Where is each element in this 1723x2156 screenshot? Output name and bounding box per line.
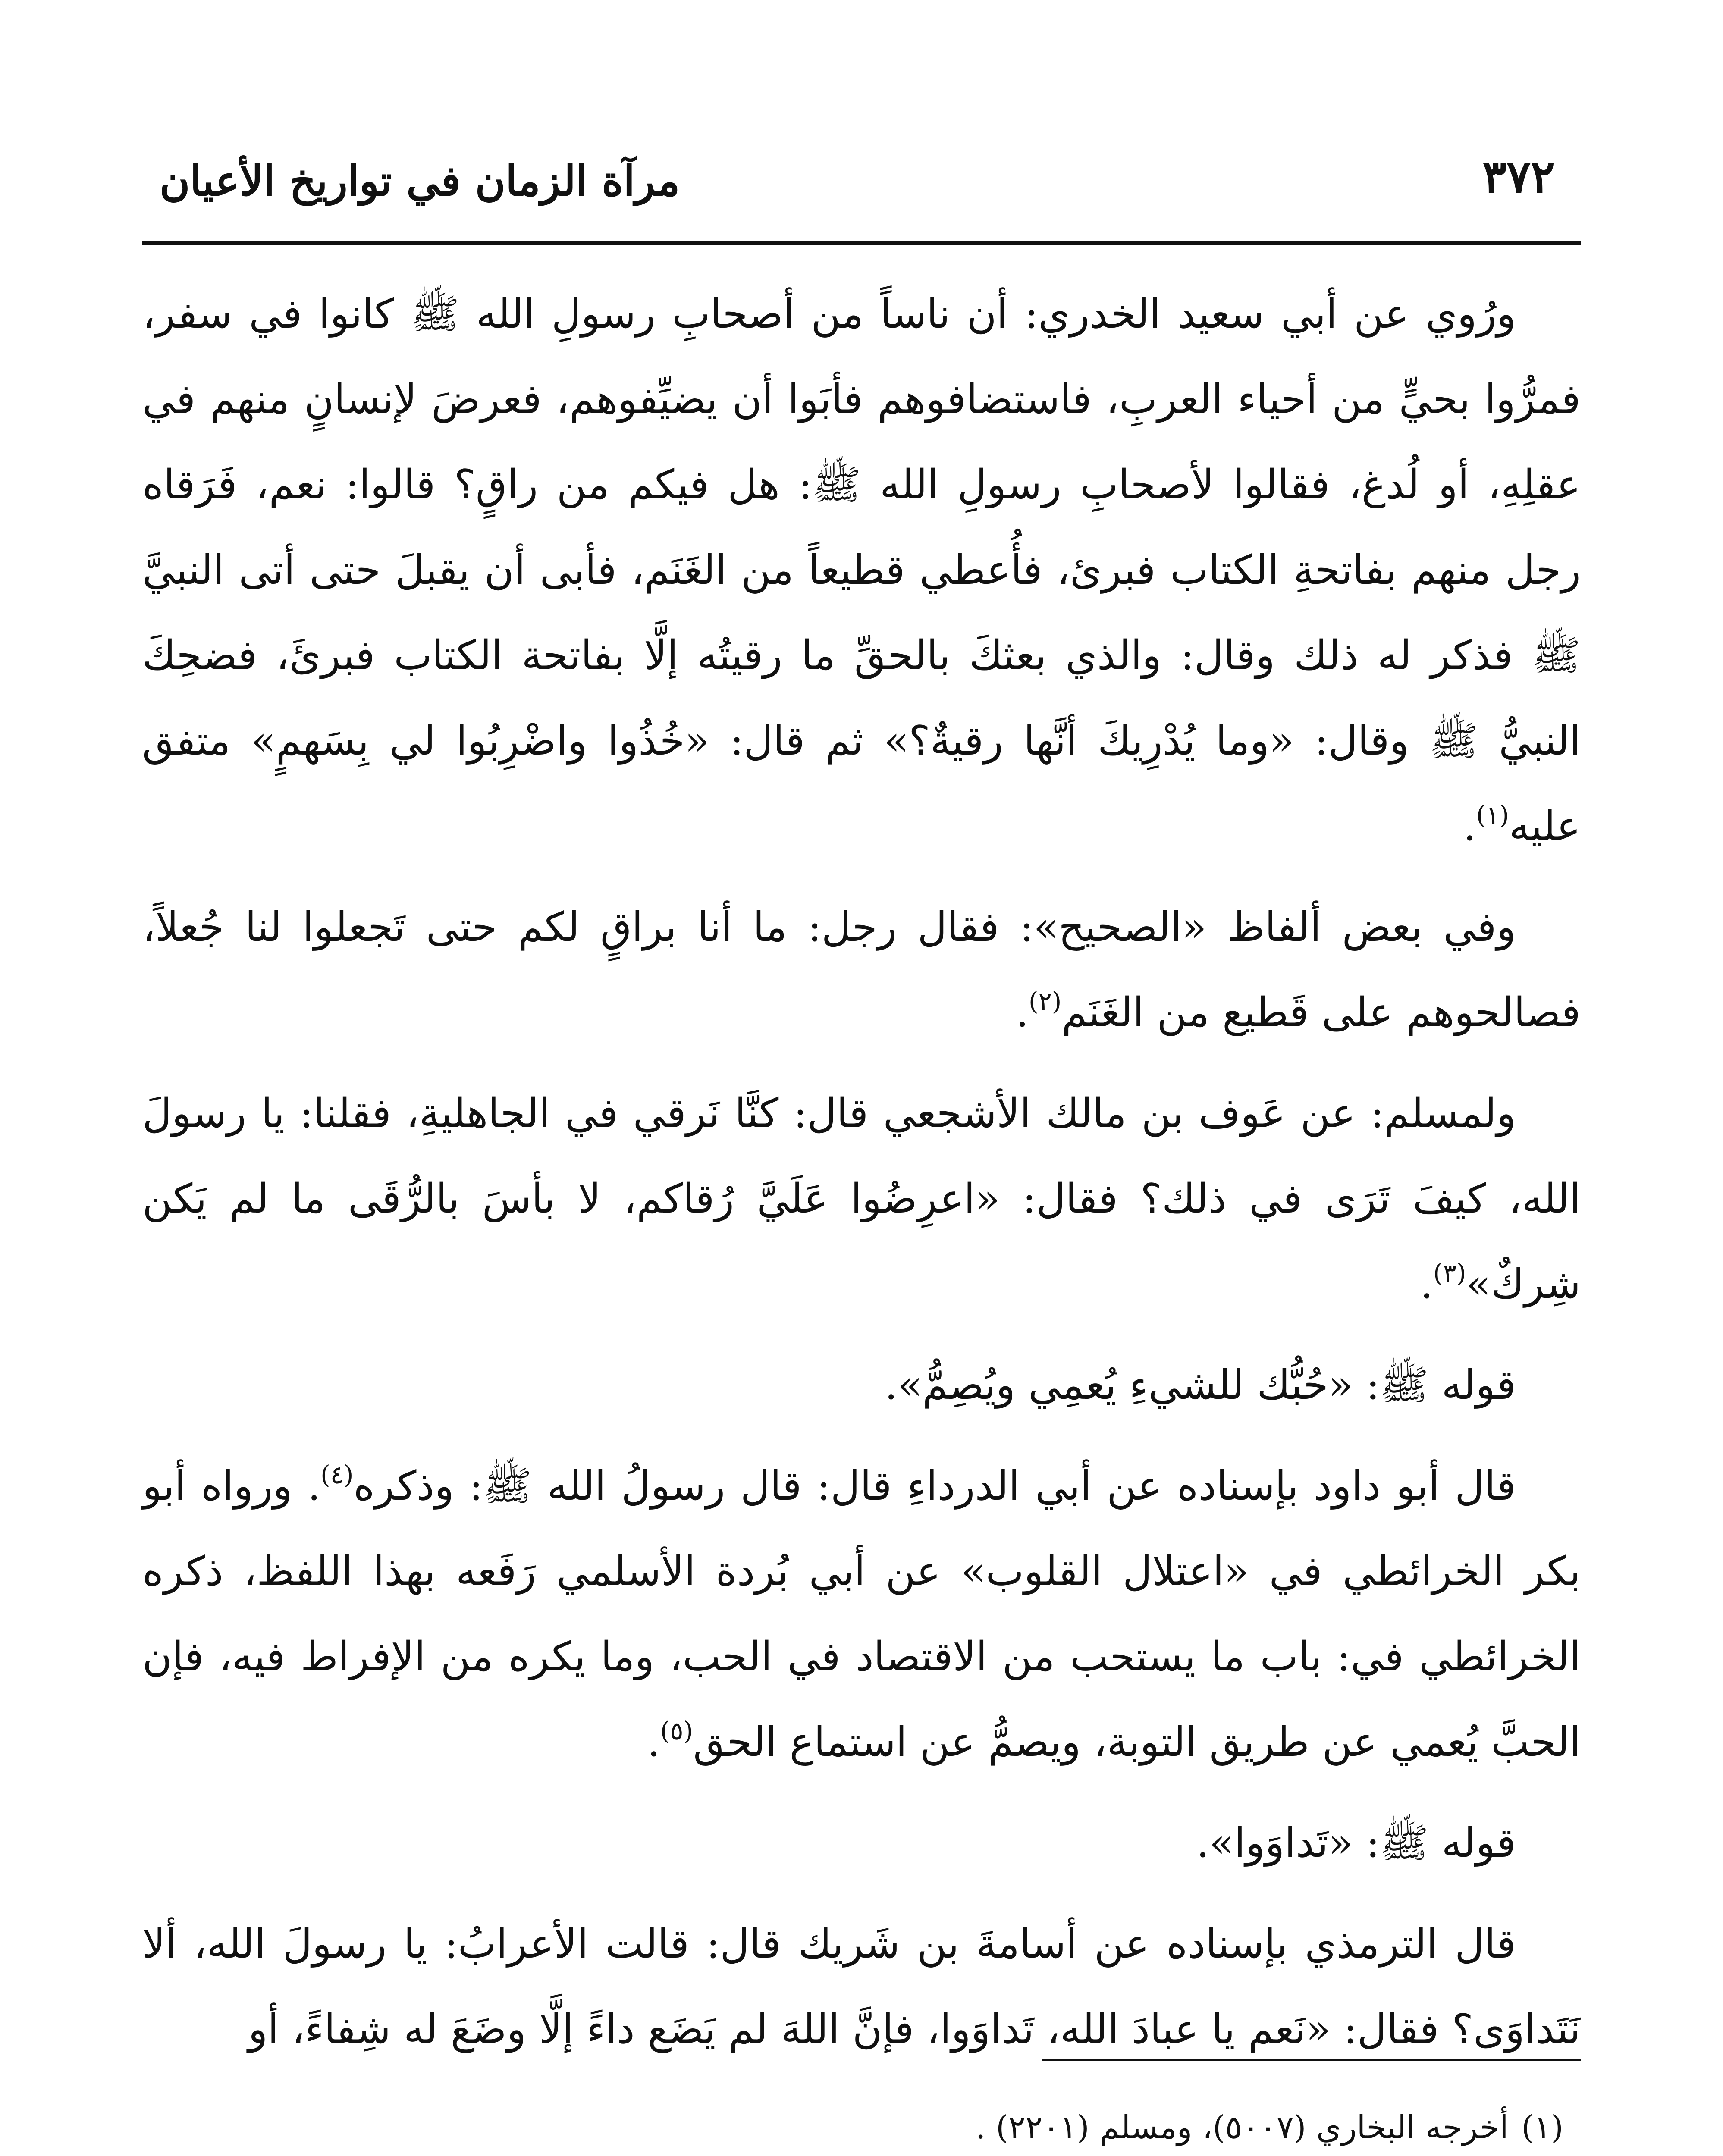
- paragraph-text: قوله ﷺ: «تَداوَوا».: [1196, 1820, 1516, 1867]
- footnote-ref: (٥): [660, 1716, 694, 1745]
- paragraph-text: . ورواه أبو بكر الخرائطي في «اعتلال القلوب» عن أبي بُردة الأسلمي رَفَعه بهذا اللفظ، ذكره الخرائطي في: باب ما يستحب من الاقتصاد في الحب، وما يكره من الإفراط فيه، فإن الحبَّ يُعمي عن طريق التوبة، ويصمُّ عن استماع الحق: [142, 1463, 1581, 1766]
- paragraph-text: وفي بعض ألفاظ «الصحيح»: فقال رجل: ما أنا براقٍ لكم حتى تَجعلوا لنا جُعلاً، فصالحوهم على قَطيع من الغَنَم: [142, 904, 1581, 1036]
- paragraph: [142, 1071, 1581, 1327]
- running-title: مرآة الزمان في تواريخ الأعيان: [160, 157, 680, 205]
- footnote-ref: (٢): [1029, 987, 1062, 1016]
- paragraph-end: .: [1016, 989, 1029, 1036]
- footnote-number: (١): [1521, 2109, 1563, 2146]
- paragraph-text: قوله ﷺ: «حُبُّك للشيءِ يُعمِي ويُصِمُّ».: [885, 1362, 1516, 1409]
- paragraph: [142, 1902, 1581, 2072]
- page-header: [142, 142, 1581, 229]
- paragraph-text: قال أبو داود بإسناده عن أبي الدرداءِ قال: قال رسولُ الله ﷺ: وذكره: [353, 1463, 1516, 1510]
- paragraph: [142, 1343, 1581, 1428]
- main-text: [142, 272, 1581, 2088]
- paragraph-text: ورُوي عن أبي سعيد الخدري: أن ناساً من أصحابِ رسولِ الله ﷺ كانوا في سفر، فمرُّوا بحيٍّ من أحياء العربِ، فاستضافوهم فأبَوا أن يضيِّفوهم، فعرضَ لإنسانٍ منهم في عقلِهِ، أو لُدغ، فقالوا لأصحابِ رسولِ الله ﷺ: هل فيكم من راقٍ؟ قالوا: نعم، فَرَقاه رجل منهم بفاتحةِ الكتاب فبرئ، فأُعطي قطيعاً من الغَنَم، فأبى أن يقبلَ حتى أتى النبيَّ ﷺ فذكر له ذلك وقال: والذي بعثكَ بالحقِّ ما رقيتُه إلَّا بفاتحة الكتاب فبرئَ، فضحِكَ النبيُّ ﷺ وقال: «وما يُدْرِيكَ أنَّها رقيةٌ؟» ثم قال: «خُذُوا واضْرِبُوا لي بِسَهمٍ» متفق عليه: [142, 291, 1581, 850]
- paragraph-end: .: [1463, 803, 1476, 850]
- paragraph-end: .: [647, 1719, 660, 1766]
- paragraph-text: ولمسلم: عن عَوف بن مالك الأشجعي قال: كنَّا نَرقي في الجاهليةِ، فقلنا: يا رسولَ الله، كيفَ تَرَى في ذلك؟ فقال: «اعرِضُوا عَلَيَّ رُقاكم، لا بأسَ بالرُّقَى ما لم يَكن شِركٌ»: [142, 1090, 1581, 1308]
- footnote: [142, 2091, 1563, 2156]
- footnote-text: أخرجه البخاري (٥٠٠٧)، ومسلم (٢٢٠١) .: [975, 2109, 1509, 2146]
- footnote-divider: [1042, 2059, 1581, 2061]
- footnote-ref: (٤): [320, 1460, 354, 1489]
- paragraph-text: قال الترمذي بإسناده عن أسامةَ بن شَريك قال: قالت الأعرابُ: يا رسولَ الله، ألا نَتَداوَى؟ فقال: «نَعم يا عبادَ الله، تَداوَوا، فإنَّ اللهَ لم يَضَع داءً إلَّا وضَعَ له شِفاءً، أو: [142, 1921, 1581, 2053]
- header-divider: [142, 241, 1581, 245]
- paragraph-end: .: [1420, 1261, 1433, 1308]
- paragraph: [142, 1444, 1581, 1785]
- footnote-ref: (٣): [1433, 1258, 1466, 1288]
- footnotes: [142, 2091, 1563, 2156]
- paragraph: [142, 1801, 1581, 1886]
- paragraph: [142, 885, 1581, 1056]
- page-number: ٣٧٢: [1482, 150, 1555, 203]
- paragraph: [142, 272, 1581, 869]
- footnote-ref: (١): [1476, 800, 1510, 830]
